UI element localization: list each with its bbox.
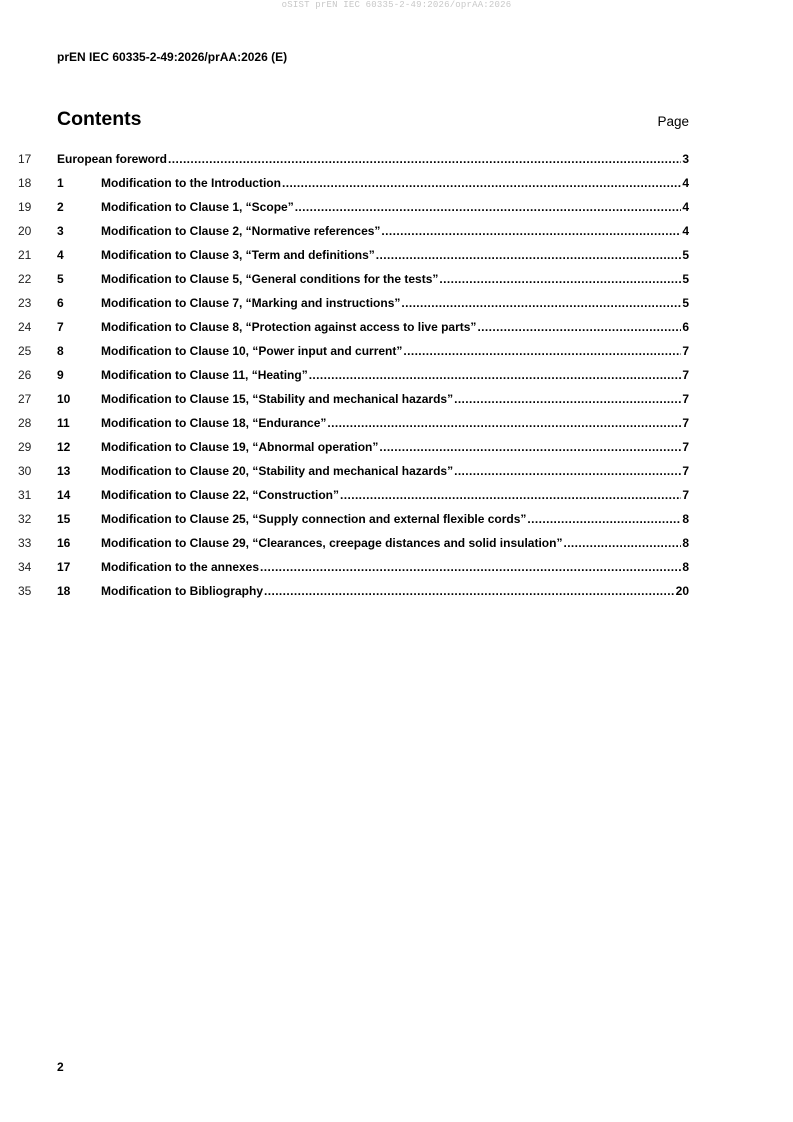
toc-row <box>0 559 793 583</box>
clause-number: 2 <box>57 200 64 214</box>
line-number: 17 <box>18 152 32 166</box>
toc-entry-title: Modification to Bibliography <box>101 584 263 598</box>
dot-leader <box>379 439 681 455</box>
toc-row <box>0 439 793 463</box>
clause-number: 17 <box>57 560 71 574</box>
dot-leader <box>264 583 675 599</box>
toc-entry-title: European foreword <box>57 152 168 166</box>
toc-entry[interactable] <box>57 391 689 407</box>
toc-entry-title: Modification to Clause 22, “Construction” <box>101 488 340 502</box>
toc-entry[interactable] <box>57 415 689 431</box>
dot-leader <box>168 151 681 167</box>
toc-entry[interactable] <box>57 535 689 551</box>
clause-number: 11 <box>57 416 70 430</box>
line-number: 35 <box>18 584 32 598</box>
dot-leader <box>477 319 681 335</box>
toc-entry-page: 4 <box>682 224 689 238</box>
line-number: 19 <box>18 200 32 214</box>
dot-leader <box>454 463 681 479</box>
clause-number: 16 <box>57 536 71 550</box>
clause-number: 10 <box>57 392 71 406</box>
toc-entry-page: 7 <box>682 488 689 502</box>
toc-entry-page: 20 <box>675 584 689 598</box>
toc-entry-page: 4 <box>682 200 689 214</box>
toc-entry-title: Modification to Clause 1, “Scope” <box>101 200 294 214</box>
toc-entry[interactable] <box>57 175 689 191</box>
clause-number: 9 <box>57 368 64 382</box>
toc-entry-title: Modification to Clause 20, “Stability and mechanical hazards” <box>101 464 454 478</box>
line-number: 31 <box>18 488 32 502</box>
toc-entry-page: 8 <box>682 512 689 526</box>
toc-row <box>0 247 793 271</box>
toc-entry-page: 7 <box>682 368 689 382</box>
toc-entry[interactable] <box>57 367 689 383</box>
toc-entry-title: Modification to Clause 8, “Protection against access to live parts” <box>101 320 477 334</box>
toc-entry-page: 7 <box>682 392 689 406</box>
line-number: 25 <box>18 344 32 358</box>
toc-entry-title: Modification to Clause 15, “Stability and mechanical hazards” <box>101 392 454 406</box>
toc-entry-page: 8 <box>682 560 689 574</box>
line-number: 20 <box>18 224 32 238</box>
clause-number: 8 <box>57 344 64 358</box>
toc-entry-title: Modification to Clause 2, “Normative references” <box>101 224 381 238</box>
toc-row <box>0 199 793 223</box>
toc-entry-page: 7 <box>682 440 689 454</box>
toc-entry-page: 7 <box>682 464 689 478</box>
toc-row <box>0 271 793 295</box>
toc-entry-title: Modification to the Introduction <box>101 176 281 190</box>
line-number: 26 <box>18 368 32 382</box>
table-of-contents <box>0 151 793 607</box>
toc-entry-page: 5 <box>682 248 689 262</box>
toc-entry-page: 7 <box>682 344 689 358</box>
toc-entry-title: Modification to Clause 19, “Abnormal operation” <box>101 440 379 454</box>
page-title: Contents <box>57 108 142 130</box>
dot-leader <box>282 175 681 191</box>
toc-row <box>0 295 793 319</box>
line-number: 21 <box>18 248 32 262</box>
toc-entry-title: Modification to Clause 29, “Clearances, creepage distances and solid insulation” <box>101 536 563 550</box>
toc-entry[interactable] <box>57 439 689 455</box>
toc-entry[interactable] <box>57 199 689 215</box>
toc-entry[interactable] <box>57 463 689 479</box>
page-column-label: Page <box>657 114 689 129</box>
line-number: 23 <box>18 296 32 310</box>
toc-row <box>0 463 793 487</box>
dot-leader <box>401 295 681 311</box>
clause-number: 14 <box>57 488 71 502</box>
toc-entry-page: 7 <box>682 416 689 430</box>
toc-entry-title: Modification to Clause 11, “Heating” <box>101 368 308 382</box>
line-number: 27 <box>18 392 32 406</box>
dot-leader <box>376 247 682 263</box>
document-header: prEN IEC 60335-2-49:2026/prAA:2026 (E) <box>57 50 288 64</box>
toc-entry[interactable] <box>57 583 689 599</box>
toc-row <box>0 367 793 391</box>
clause-number: 5 <box>57 272 64 286</box>
toc-entry[interactable] <box>57 271 689 287</box>
page-number: 2 <box>57 1060 64 1074</box>
toc-entry[interactable] <box>57 343 689 359</box>
dot-leader <box>340 487 681 503</box>
toc-entry[interactable] <box>57 151 689 167</box>
clause-number: 13 <box>57 464 71 478</box>
toc-entry-page: 4 <box>682 176 689 190</box>
dot-leader <box>327 415 681 431</box>
toc-entry[interactable] <box>57 487 689 503</box>
clause-number: 1 <box>57 176 64 190</box>
toc-entry[interactable] <box>57 319 689 335</box>
toc-entry-page: 8 <box>682 536 689 550</box>
clause-number: 7 <box>57 320 64 334</box>
toc-entry[interactable] <box>57 223 689 239</box>
toc-entry-title: Modification to Clause 18, “Endurance” <box>101 416 327 430</box>
toc-row <box>0 343 793 367</box>
toc-row <box>0 175 793 199</box>
toc-entry-title: Modification to Clause 3, “Term and definitions” <box>101 248 375 262</box>
toc-entry[interactable] <box>57 247 689 263</box>
toc-entry-page: 5 <box>682 296 689 310</box>
clause-number: 12 <box>57 440 71 454</box>
toc-entry-title: Modification to Clause 7, “Marking and instructions” <box>101 296 401 310</box>
line-number: 22 <box>18 272 32 286</box>
clause-number: 18 <box>57 584 71 598</box>
line-number: 18 <box>18 176 32 190</box>
toc-entry-title: Modification to Clause 25, “Supply connection and external flexible cords” <box>101 512 527 526</box>
clause-number: 4 <box>57 248 64 262</box>
toc-entry-page: 6 <box>682 320 689 334</box>
dot-leader <box>439 271 681 287</box>
line-number: 33 <box>18 536 32 550</box>
toc-entry[interactable] <box>57 295 689 311</box>
toc-row <box>0 511 793 535</box>
toc-row <box>0 535 793 559</box>
dot-leader <box>563 535 681 551</box>
toc-entry-page: 3 <box>682 152 689 166</box>
toc-entry-title: Modification to Clause 5, “General conditions for the tests” <box>101 272 439 286</box>
toc-row <box>0 151 793 175</box>
toc-row <box>0 487 793 511</box>
clause-number: 15 <box>57 512 71 526</box>
dot-leader <box>260 559 681 575</box>
dot-leader <box>295 199 682 215</box>
line-number: 24 <box>18 320 32 334</box>
dot-leader <box>309 367 682 383</box>
dot-leader <box>454 391 681 407</box>
line-number: 30 <box>18 464 32 478</box>
dot-leader <box>527 511 681 527</box>
toc-row <box>0 391 793 415</box>
toc-row <box>0 223 793 247</box>
line-number: 34 <box>18 560 32 574</box>
line-number: 28 <box>18 416 32 430</box>
clause-number: 3 <box>57 224 64 238</box>
line-number: 29 <box>18 440 32 454</box>
toc-row <box>0 319 793 343</box>
toc-entry[interactable] <box>57 559 689 575</box>
toc-entry[interactable] <box>57 511 689 527</box>
watermark: oSIST prEN IEC 60335-2-49:2026/oprAA:2026 <box>281 0 512 10</box>
dot-leader <box>381 223 681 239</box>
toc-row <box>0 415 793 439</box>
line-number: 32 <box>18 512 32 526</box>
toc-entry-page: 5 <box>682 272 689 286</box>
toc-row <box>0 583 793 607</box>
toc-entry-title: Modification to Clause 10, “Power input and current” <box>101 344 403 358</box>
dot-leader <box>403 343 681 359</box>
toc-entry-title: Modification to the annexes <box>101 560 260 574</box>
clause-number: 6 <box>57 296 64 310</box>
